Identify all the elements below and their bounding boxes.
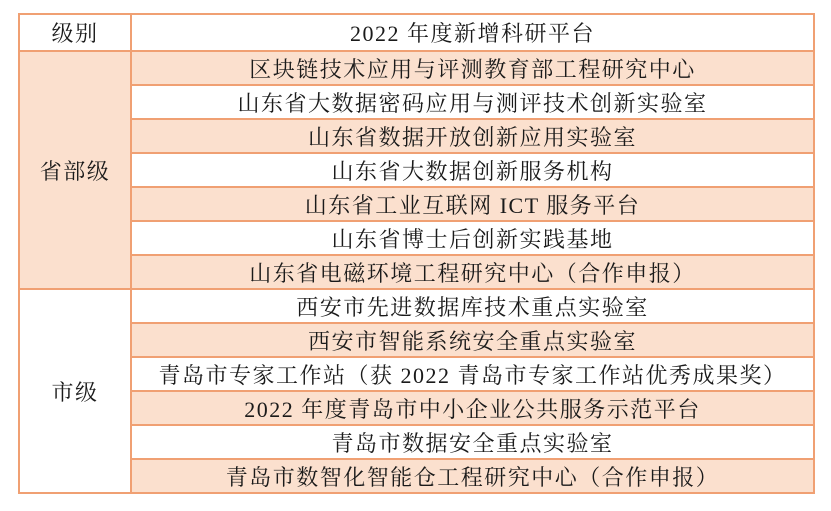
table-row (19, 153, 814, 187)
platform-cell: 山东省电磁环境工程研究中心（合作申报） (131, 255, 814, 289)
table-row (19, 391, 814, 425)
table-row (19, 221, 814, 255)
table-row (19, 357, 814, 391)
table-row (19, 85, 814, 119)
platform-cell: 山东省大数据创新服务机构 (131, 153, 814, 187)
table-row (19, 459, 814, 493)
platform-cell: 区块链技术应用与评测教育部工程研究中心 (131, 51, 814, 85)
platform-cell: 山东省大数据密码应用与测评技术创新实验室 (131, 85, 814, 119)
header-level-cell: 级别 (19, 14, 131, 51)
research-platform-table (18, 13, 815, 494)
header-title-cell: 2022 年度新增科研平台 (131, 14, 814, 51)
platform-cell: 山东省数据开放创新应用实验室 (131, 119, 814, 153)
table-row (19, 255, 814, 289)
table-row (19, 289, 814, 323)
group-level-cell-city: 市级 (19, 289, 131, 493)
platform-cell: 2022 年度青岛市中小企业公共服务示范平台 (131, 391, 814, 425)
platform-cell: 西安市智能系统安全重点实验室 (131, 323, 814, 357)
platform-cell: 西安市先进数据库技术重点实验室 (131, 289, 814, 323)
platform-cell: 青岛市数智化智能仓工程研究中心（合作申报） (131, 459, 814, 493)
platform-cell: 山东省博士后创新实践基地 (131, 221, 814, 255)
platform-cell: 青岛市专家工作站（获 2022 青岛市专家工作站优秀成果奖） (131, 357, 814, 391)
group-level-cell-provincial: 省部级 (19, 51, 131, 289)
platform-cell: 青岛市数据安全重点实验室 (131, 425, 814, 459)
table-row (19, 51, 814, 85)
table-row (19, 323, 814, 357)
table-row (19, 425, 814, 459)
table-row (19, 119, 814, 153)
platform-cell: 山东省工业互联网 ICT 服务平台 (131, 187, 814, 221)
table-header-row (19, 14, 814, 51)
table-row (19, 187, 814, 221)
